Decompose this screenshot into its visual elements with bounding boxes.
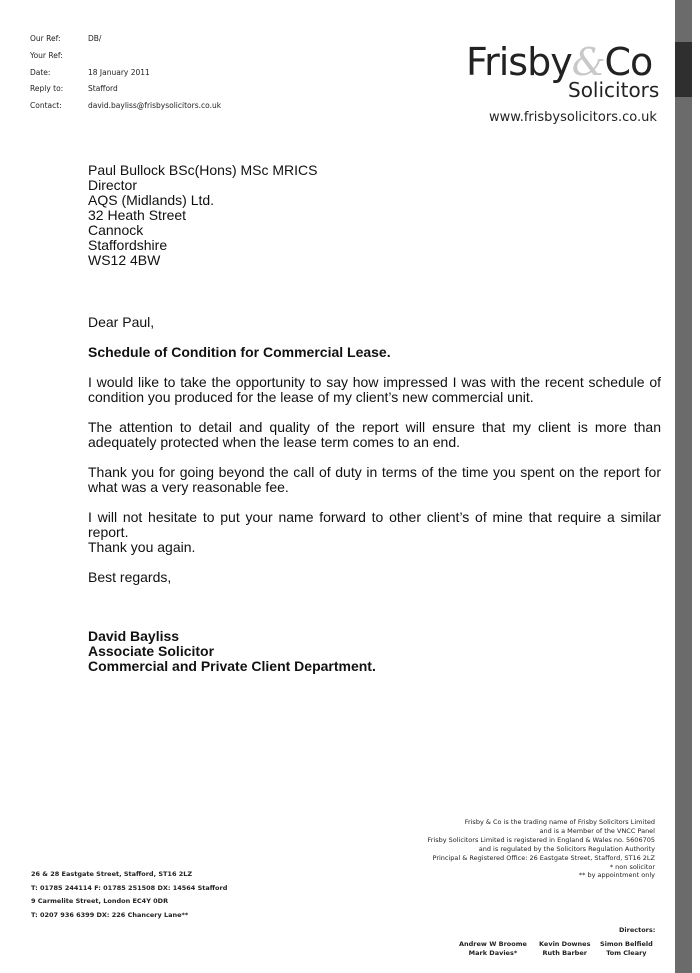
- office-line: T: 0207 936 6399 DX: 226 Chancery Lane**: [31, 911, 189, 920]
- reference-block: [30, 33, 221, 117]
- ref-label: Your Ref:: [30, 50, 63, 60]
- signature-block: [88, 629, 376, 674]
- recipient-county: Staffordshire: [88, 237, 168, 253]
- recipient-postcode: WS12 4BW: [88, 252, 161, 268]
- ref-value: Stafford: [88, 84, 118, 94]
- salutation: Dear Paul,: [88, 314, 155, 330]
- ref-row-our-ref: [30, 33, 221, 50]
- director-name: Simon Belfield: [600, 940, 653, 948]
- ref-row-your-ref: [30, 50, 221, 67]
- legal-notice: [428, 818, 656, 880]
- closing-line: Best regards,: [88, 569, 172, 585]
- logo-name-left: Frisby: [466, 40, 572, 84]
- office-line: T: 01785 244114 F: 01785 251508 DX: 14564 Stafford: [31, 883, 228, 892]
- office-addresses: [31, 868, 227, 923]
- body-paragraph: I will not hesitate to put your name forward to other client’s of mine that require a similar report.: [88, 509, 661, 540]
- directors-column: [600, 940, 653, 958]
- director-name: Mark Davies*: [468, 949, 518, 957]
- ref-label: Date:: [30, 67, 51, 77]
- director-name: Ruth Barber: [542, 949, 587, 957]
- recipient-address: [88, 163, 318, 268]
- legal-line: ** by appointment only: [578, 871, 655, 880]
- logo-ampersand: &: [571, 40, 605, 84]
- director-name: Tom Cleary: [606, 949, 647, 957]
- website-url: www.frisbysolicitors.co.uk: [489, 110, 657, 125]
- side-bar-accent: [675, 42, 692, 97]
- directors-heading: Directors:: [619, 926, 656, 934]
- recipient-name: Paul Bullock BSc(Hons) MSc MRICS: [88, 162, 318, 178]
- ref-label: Contact:: [30, 101, 62, 111]
- logo-name-right: Co: [604, 40, 653, 84]
- body-paragraph: I would like to take the opportunity to say how impressed I was with the recent schedule of condition you produced for the lease of my client’s new commercial unit.: [88, 374, 661, 405]
- recipient-title: Director: [88, 177, 138, 193]
- ref-label: Our Ref:: [30, 34, 61, 43]
- signatory-name: David Bayliss: [88, 628, 180, 644]
- signatory-role: Associate Solicitor: [88, 643, 215, 659]
- thanks-line: Thank you again.: [88, 539, 196, 555]
- ref-row-date: [30, 67, 221, 84]
- signatory-department: Commercial and Private Client Department.: [88, 658, 376, 674]
- legal-line: Frisby & Co is the trading name of Frisby Solicitors Limited: [464, 818, 655, 826]
- firm-logo: [466, 40, 666, 104]
- legal-line: and is a Member of the VNCC Panel: [539, 826, 655, 835]
- director-name: Kevin Downes: [539, 940, 591, 948]
- ref-value: DB/: [88, 34, 102, 43]
- legal-line: * non solicitor: [609, 862, 655, 871]
- logo-subtitle: Solicitors: [568, 78, 660, 102]
- office-line: 9 Carmelite Street, London EC4Y 0DR: [31, 897, 169, 906]
- legal-line: and is regulated by the Solicitors Regulation Authority: [478, 844, 655, 853]
- contact-email: david.bayliss@frisbysolicitors.co.uk: [88, 101, 222, 111]
- body-paragraph: Thank you for going beyond the call of duty in terms of the time you spent on the report for what was a very reasonable fee.: [88, 464, 661, 495]
- legal-line: Frisby Solicitors Limited is registered in England & Wales no. 5606705: [427, 835, 655, 844]
- side-bar-decoration: [675, 0, 692, 973]
- directors-column: [459, 940, 527, 958]
- recipient-town: Cannock: [88, 222, 144, 238]
- legal-line: Principal & Registered Office: 26 Eastgate Street, Stafford, ST16 2LZ: [432, 853, 655, 862]
- body-paragraph: The attention to detail and quality of the report will ensure that my client is more than adequately protected when the lease term comes to an end.: [88, 419, 661, 450]
- ref-row-reply-to: [30, 83, 221, 100]
- office-line: 26 & 28 Eastgate Street, Stafford, ST16 2LZ: [31, 870, 193, 878]
- directors-column: [539, 940, 590, 958]
- recipient-company: AQS (Midlands) Ltd.: [88, 192, 215, 208]
- ref-label: Reply to:: [30, 84, 64, 94]
- director-name: Andrew W Broome: [459, 940, 527, 948]
- letter-subject: Schedule of Condition for Commercial Lease.: [88, 344, 391, 360]
- recipient-street: 32 Heath Street: [88, 207, 187, 223]
- ref-row-contact: [30, 100, 221, 117]
- ref-value: 18 January 2011: [88, 67, 150, 77]
